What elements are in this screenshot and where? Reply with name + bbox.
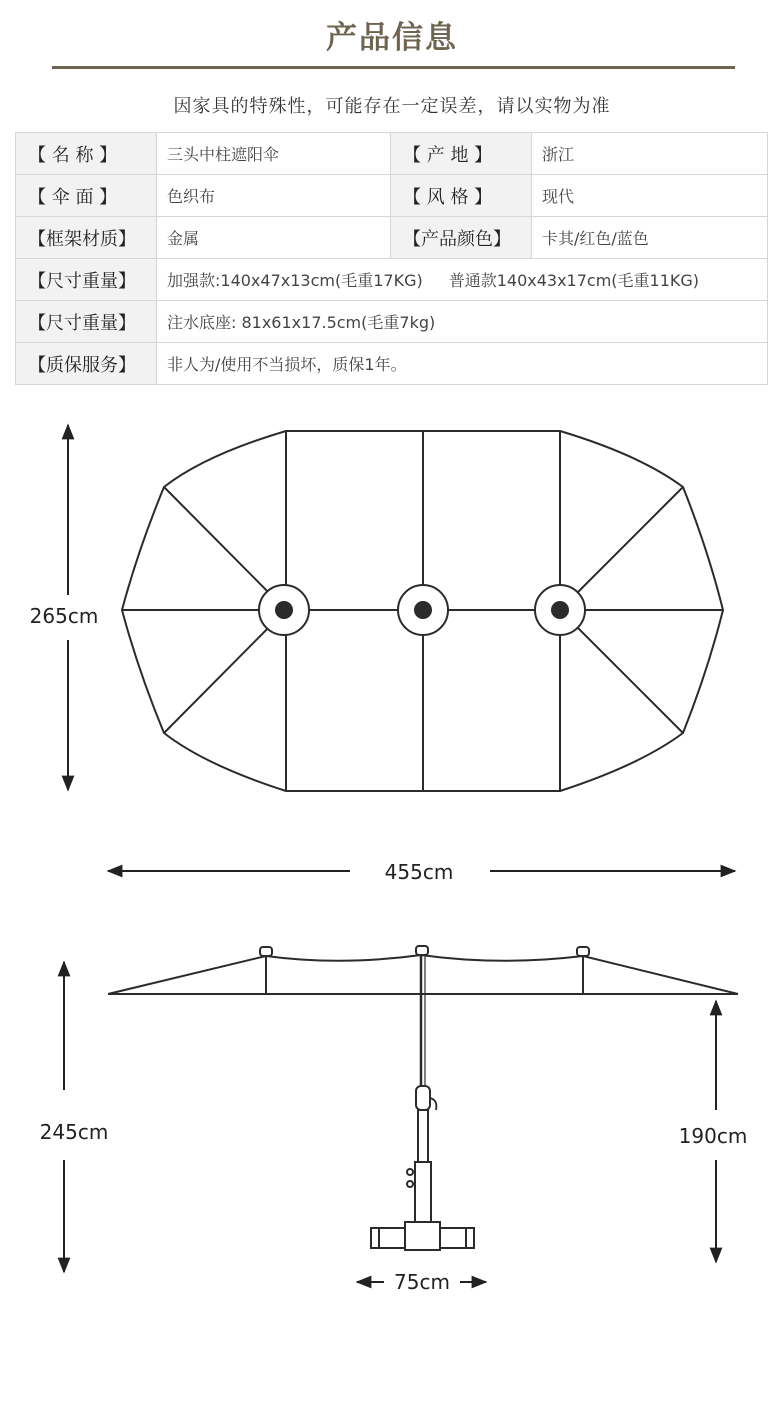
base-size-label: 【尺寸重量】 [16,301,157,343]
size-weight-label: 【尺寸重量】 [16,259,157,301]
top-height-label: 265cm [29,604,99,628]
rib [560,610,683,733]
total-height-label: 245cm [39,1120,109,1144]
canopy-value: 色织布 [157,175,391,217]
frame-material-label: 【框架材质】 [16,217,157,259]
hub-right-dot [552,602,568,618]
frame-material-value: 金属 [157,217,391,259]
warranty-label: 【质保服务】 [16,343,157,385]
umbrella-top-view [122,431,723,791]
disclaimer-text: 因家具的特殊性，可能存在一定误差，请以实物为准 [173,96,611,117]
rib [560,487,683,610]
name-label: 【 名 称 】 [16,133,157,175]
product-color-value: 卡其/红色/蓝色 [532,217,768,259]
clearance-height-label: 190cm [678,1124,748,1148]
base-stand [405,1222,440,1250]
base-width-label: 75cm [394,1270,450,1294]
name-value: 三头中柱遮阳伞 [157,133,391,175]
finial-right [577,947,589,956]
finial-center [416,946,428,955]
product-color-label: 【产品颜色】 [391,217,532,259]
total-width-label: 455cm [384,860,454,884]
origin-label: 【 产 地 】 [391,133,532,175]
pole-sleeve [415,1162,431,1224]
page-title: 产品信息 [326,20,458,56]
style-value: 现代 [532,175,768,217]
reinforced-size: 加强款:140x47x13cm(毛重17KG) [167,271,423,290]
standard-size: 普通款140x43x17cm(毛重11KG) [448,271,700,290]
hub-left-dot [276,602,292,618]
canopy-label: 【 伞 面 】 [16,175,157,217]
hub-center-dot [415,602,431,618]
finial-left [260,947,272,956]
origin-value: 浙江 [532,133,768,175]
style-label: 【 风 格 】 [391,175,532,217]
warranty-value: 非人为/使用不当损坏，质保1年。 [157,343,768,385]
base-size-value: 注水底座: 81x61x17.5cm(毛重7kg) [157,301,768,343]
lower-pole [418,1110,428,1162]
crank-housing [416,1086,430,1110]
umbrella-side-view [108,946,738,1250]
canopy-profile [108,955,738,994]
